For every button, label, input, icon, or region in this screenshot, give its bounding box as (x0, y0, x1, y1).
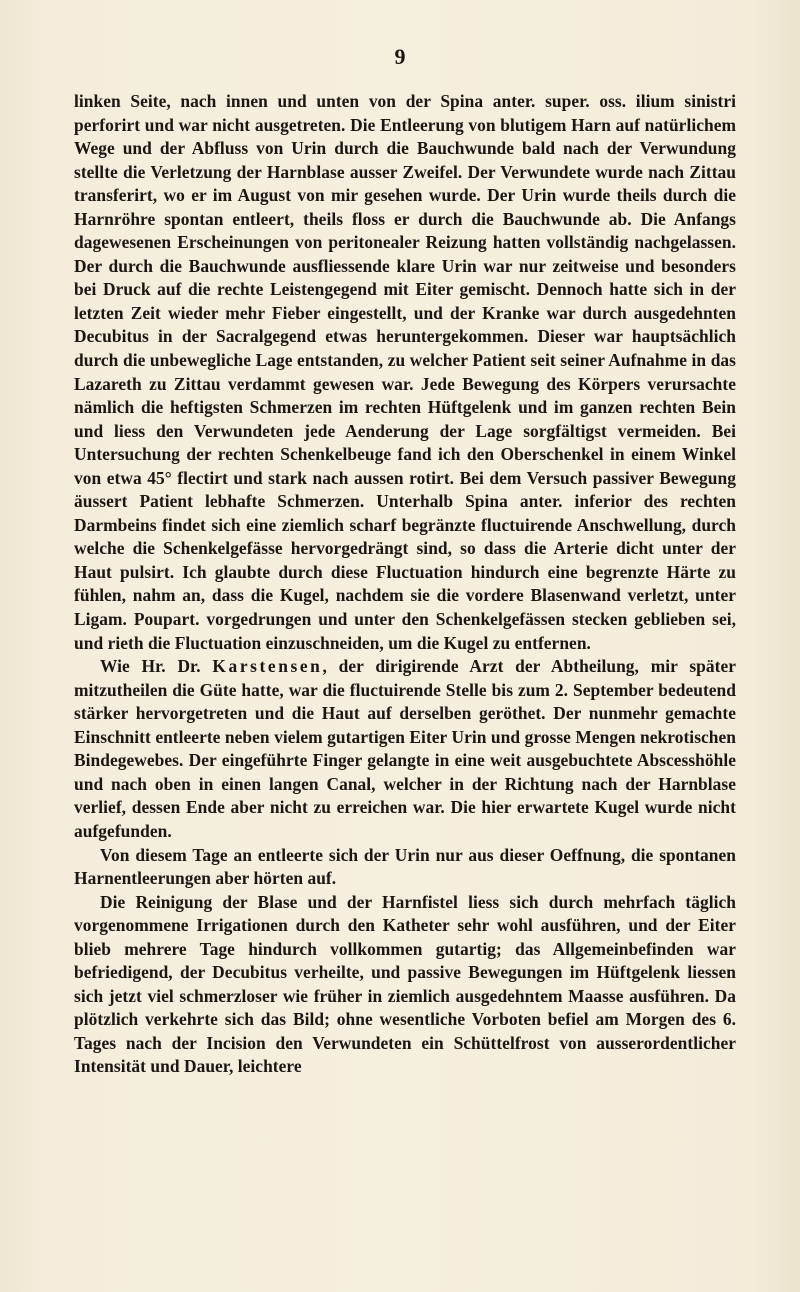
page-number: 9 (394, 44, 406, 69)
paragraph-2-lead: Wie Hr. Dr. (100, 656, 213, 677)
physician-name: Karstensen (212, 656, 323, 677)
paragraph-1: linken Seite, nach innen und unten von der Spina anter. super. oss. ilium sinistri perforirt und war nicht ausgetreten. Die Entleerung von blutigem Harn auf natürlichem Wege und der Abfluss von Urin durch die Bauchwunde bald nach der Verwundung stellte die Verletzung der Harnblase ausser Zweifel. Der Verwundete wurde nach Zittau transferirt, wo er im August von mir gesehen wurde. Der Urin wurde theils durch die Harnröhre spontan entleert, theils floss er durch die Bauchwunde ab. Die Anfangs dagewesenen Erscheinungen von peritonealer Reizung hatten vollständig nachgelassen. Der durch die Bauchwunde ausfliessende klare Urin war nur zeitweise und besonders bei Druck auf die rechte Leistengegend mit Eiter gemischt. Dennoch hatte sich in der letzten Zeit wieder mehr Fieber eingestellt, und der Kranke war durch ausgedehnten Decubitus in der Sacralgegend etwas heruntergekommen. Dieser war hauptsächlich durch die unbewegliche Lage entstanden, zu welcher Patient seit seiner Aufnahme in das Lazareth zu Zittau verdammt gewesen war. Jede Bewegung des Körpers verursachte nämlich die heftigsten Schmerzen im rechten Hüftgelenk und im ganzen rechten Bein und liess den Verwundeten jede Aenderung der Lage sorgfältigst vermeiden. Bei Untersuchung der rechten Schenkelbeuge fand ich den Oberschenkel in einem Winkel von etwa 45° flectirt und stark nach aussen rotirt. Bei dem Versuch passiver Bewegung äussert Patient lebhafte Schmerzen. Unterhalb Spina anter. inferior des rechten Darmbeins findet sich eine ziemlich scharf begränzte fluctuirende Anschwellung, durch welche die Schenkelgefässe hervorgedrängt sind, so dass die Arterie dicht unter der Haut pulsirt. Ich glaubte durch diese Fluctuation hindurch eine begrenzte Härte zu fühlen, nahm an, dass die Kugel, nachdem sie die vordere Blasenwand verletzt, unter Ligam. Poupart. vorgedrungen und unter den Schenkelgefässen stecken geblieben sei, und rieth die Fluctuation einzuschneiden, um die Kugel zu entfernen. (74, 91, 736, 653)
paragraph-2 (74, 655, 736, 843)
paragraph-2-rest: , der dirigirende Arzt der Abtheilung, mir später mitzutheilen die Güte hatte, war die fluctuirende Stelle bis zum 2. September bedeutend stärker hervorgetreten und die Haut auf derselben geröthet. Der nunmehr gemachte Einschnitt entleerte neben vielem gutartigen Eiter Urin und grosse Mengen nekrotischen Bindegewebes. Der eingeführte Finger gelangte in eine weit ausgebuchtete Abscesshöhle und nach oben in einen langen Canal, welcher in der Richtung nach der Harnblase verlief, dessen Ende aber nicht zu erreichen war. Die hier erwartete Kugel wurde nicht aufgefunden. (74, 656, 736, 841)
paragraph-4: Die Reinigung der Blase und der Harnfistel liess sich durch mehrfach täglich vorgenommene Irrigationen durch den Katheter sehr wohl ausführen, und der Eiter blieb mehrere Tage hindurch vollkommen gutartig; das Allgemeinbefinden war befriedigend, der Decubitus verheilte, und passive Bewegungen im Hüftgelenk liessen sich jetzt viel schmerzloser wie früher in ziemlich ausgedehntem Maasse ausführen. Da plötzlich verkehrte sich das Bild; ohne wesentliche Vorboten befiel am Morgen des 6. Tages nach der Incision den Verwundeten ein Schüttelfrost von ausserordentlicher Intensität und Dauer, leichtere (74, 891, 736, 1077)
paragraph-3: Von diesem Tage an entleerte sich der Urin nur aus dieser Oeffnung, die spontanen Harnentleerungen aber hörten auf. (74, 844, 736, 889)
body-text (74, 90, 736, 1079)
